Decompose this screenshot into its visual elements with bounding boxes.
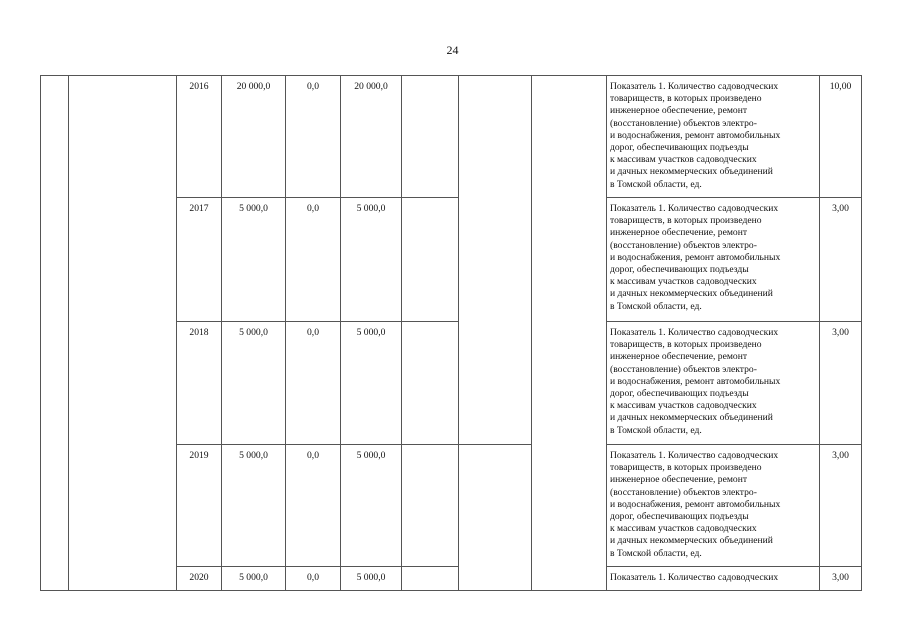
- total-cell: 20 000,0: [222, 76, 286, 198]
- indicator-line: дорог, обеспечивающих подъезды: [610, 264, 749, 276]
- year-cell: 2017: [177, 198, 222, 322]
- indicator-line: товариществ, в которых произведено: [610, 93, 762, 105]
- merged-cell-4: [532, 76, 607, 591]
- indicator-line: в Томской области, ед.: [610, 178, 702, 190]
- year-cell: 2018: [177, 322, 222, 445]
- indicator-line: инженерное обеспечение, ремонт: [610, 105, 748, 117]
- federal-cell: 0,0: [286, 567, 341, 591]
- table-row: [41, 76, 862, 198]
- indicator-line: в Томской области, ед.: [610, 547, 702, 559]
- indicator-line: инженерное обеспечение, ремонт: [610, 474, 748, 486]
- indicator-cell: [607, 322, 820, 445]
- indicator-cell: [607, 76, 820, 198]
- indicator-line: (восстановление) объектов электро-: [610, 363, 757, 375]
- federal-cell: 0,0: [286, 322, 341, 445]
- indicator-cell: [607, 198, 820, 322]
- indicator-line: (восстановление) объектов электро-: [610, 117, 757, 129]
- indicator-line: Показатель 1. Количество садоводческих: [610, 203, 779, 214]
- regional-cell: 5 000,0: [341, 445, 402, 567]
- indicator-line: инженерное обеспечение, ремонт: [610, 227, 748, 239]
- indicator-line: и дачных некоммерческих объединений: [610, 412, 773, 424]
- indicator-line: и водоснабжения, ремонт автомобильных: [610, 375, 781, 387]
- total-cell: 5 000,0: [222, 567, 286, 591]
- page-number: 24: [446, 43, 459, 57]
- indicator-line: дорог, обеспечивающих подъезды: [610, 388, 749, 400]
- federal-cell: 0,0: [286, 445, 341, 567]
- indicator-line: Показатель 1. Количество садоводческих: [610, 572, 779, 583]
- year-cell: 2020: [177, 567, 222, 591]
- table-body: [41, 76, 862, 591]
- year-cell: 2019: [177, 445, 222, 567]
- indicator-line: к массивам участков садоводческих: [610, 523, 757, 535]
- indicator-line: и дачных некоммерческих объединений: [610, 288, 773, 300]
- indicator-line: в Томской области, ед.: [610, 424, 702, 436]
- merged-cell-2: [69, 76, 177, 591]
- federal-cell: 0,0: [286, 198, 341, 322]
- federal-cell: 0,0: [286, 76, 341, 198]
- indicator-line: (восстановление) объектов электро-: [610, 486, 757, 498]
- regional-cell: 5 000,0: [341, 322, 402, 445]
- regional-cell: 5 000,0: [341, 198, 402, 322]
- value-cell: 3,00: [820, 445, 862, 567]
- value-cell: 3,00: [820, 322, 862, 445]
- regional-cell: 20 000,0: [341, 76, 402, 198]
- indicator-line: к массивам участков садоводческих: [610, 400, 757, 412]
- empty-cell: [402, 198, 459, 322]
- indicator-line: дорог, обеспечивающих подъезды: [610, 511, 749, 523]
- indicator-line: и дачных некоммерческих объединений: [610, 166, 773, 178]
- empty-cell: [402, 322, 459, 445]
- regional-cell: 5 000,0: [341, 567, 402, 591]
- indicator-line: к массивам участков садоводческих: [610, 154, 757, 166]
- total-cell: 5 000,0: [222, 198, 286, 322]
- indicator-line: товариществ, в которых произведено: [610, 462, 762, 474]
- indicator-line: Показатель 1. Количество садоводческих: [610, 81, 779, 92]
- indicator-line: и водоснабжения, ремонт автомобильных: [610, 129, 781, 141]
- empty-cell: [402, 445, 459, 567]
- empty-cell: [402, 567, 459, 591]
- indicator-line: в Томской области, ед.: [610, 300, 702, 312]
- indicator-cell: [607, 567, 820, 591]
- total-cell: 5 000,0: [222, 322, 286, 445]
- indicator-line: товариществ, в которых произведено: [610, 215, 762, 227]
- indicator-line: и дачных некоммерческих объединений: [610, 535, 773, 547]
- total-cell: 5 000,0: [222, 445, 286, 567]
- indicator-line: товариществ, в которых произведено: [610, 339, 762, 351]
- indicator-line: Показатель 1. Количество садоводческих: [610, 450, 779, 461]
- value-cell: 3,00: [820, 198, 862, 322]
- indicator-line: и водоснабжения, ремонт автомобильных: [610, 498, 781, 510]
- year-cell: 2016: [177, 76, 222, 198]
- indicator-line: и водоснабжения, ремонт автомобильных: [610, 251, 781, 263]
- merged-cell-1: [41, 76, 69, 591]
- indicator-cell: [607, 445, 820, 567]
- value-cell: 10,00: [820, 76, 862, 198]
- empty-cell: [402, 76, 459, 198]
- indicator-line: (восстановление) объектов электро-: [610, 239, 757, 251]
- indicator-line: Показатель 1. Количество садоводческих: [610, 327, 779, 338]
- indicator-line: инженерное обеспечение, ремонт: [610, 351, 748, 363]
- merged-cell-3: [459, 445, 532, 591]
- indicator-line: к массивам участков садоводческих: [610, 276, 757, 288]
- program-table: [40, 75, 862, 591]
- value-cell: 3,00: [820, 567, 862, 591]
- merged-cell-3: [459, 76, 532, 445]
- indicator-line: дорог, обеспечивающих подъезды: [610, 142, 749, 154]
